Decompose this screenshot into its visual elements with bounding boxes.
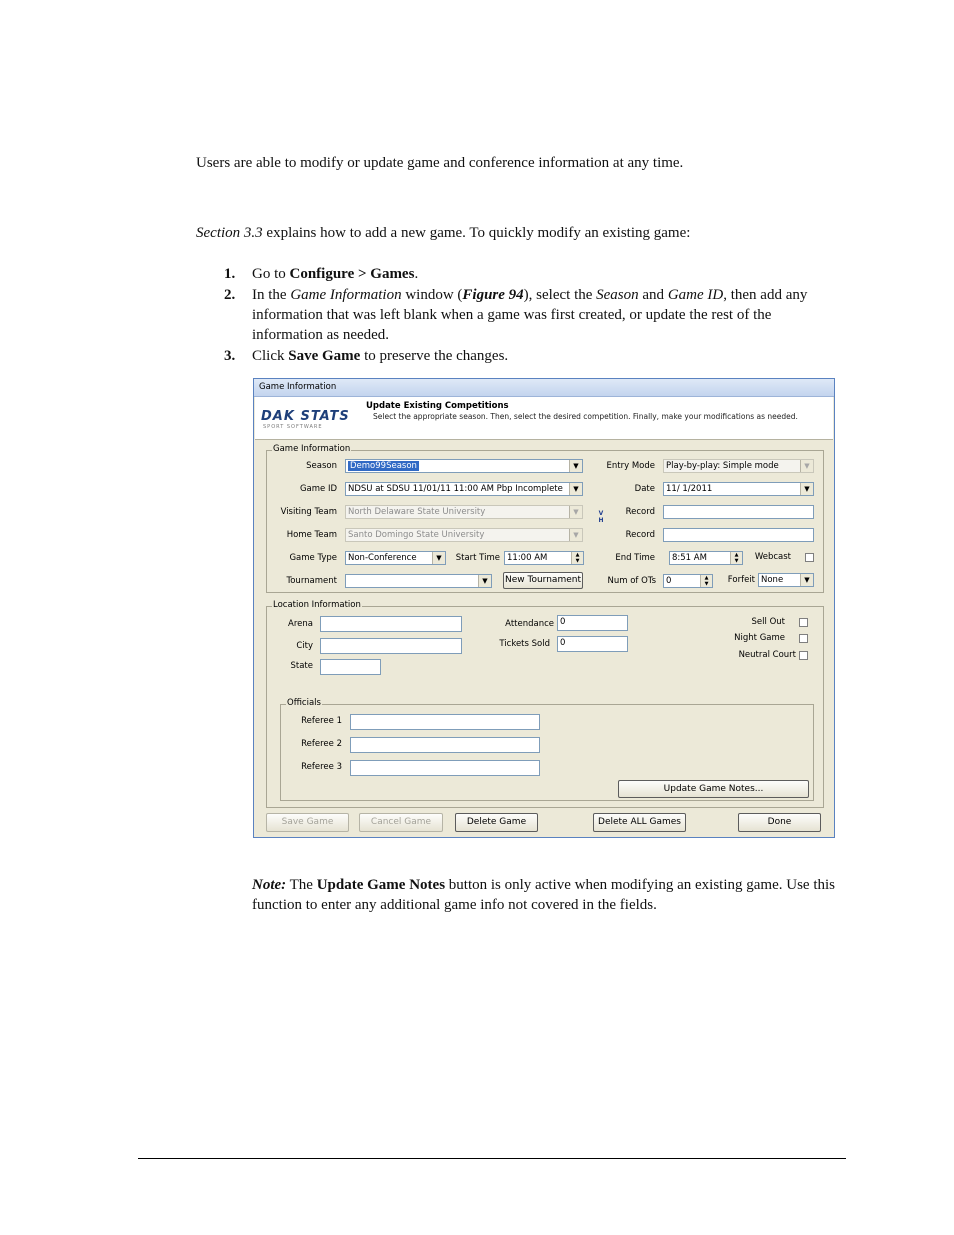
arena-label: Arena — [288, 619, 313, 629]
home-record-label: Record — [625, 530, 655, 540]
tournament-label: Tournament — [286, 576, 337, 586]
spin-arrows-icon[interactable]: ▲ ▼ — [730, 552, 742, 564]
step-text: Go to — [252, 266, 290, 282]
button-name: Update Game Notes — [316, 877, 446, 893]
step-1 — [224, 264, 844, 284]
tickets-sold-label: Tickets Sold — [499, 639, 550, 649]
end-time-spinner[interactable] — [669, 551, 743, 565]
tickets-sold-input[interactable] — [557, 636, 628, 652]
steps-list — [224, 264, 844, 367]
season-select[interactable] — [345, 459, 583, 473]
visiting-team-value: North Delaware State University — [348, 507, 486, 517]
referee-3-label: Referee 3 — [301, 762, 342, 772]
city-input[interactable] — [320, 638, 462, 654]
webcast-label: Webcast — [754, 552, 791, 562]
banner-subtitle: Select the appropriate season. Then, select the desired competition. Finally, make your modifications as needed. — [373, 412, 798, 421]
game-type-label: Game Type — [289, 553, 337, 563]
section-paragraph — [196, 223, 690, 243]
start-time-label: Start Time — [455, 553, 500, 563]
step-text: and — [638, 287, 668, 303]
step-number: 2. — [224, 287, 236, 303]
game-information-dialog — [253, 378, 835, 838]
section-text: explains how to add a new game. To quickly modify an existing game: — [262, 225, 691, 241]
new-tournament-button[interactable]: New Tournament — [503, 572, 583, 589]
note-label: Note: — [252, 877, 287, 893]
entry-mode-select[interactable] — [663, 459, 814, 473]
delete-all-games-button[interactable]: Delete ALL Games — [593, 813, 686, 832]
spin-arrows-icon[interactable]: ▲ ▼ — [700, 575, 712, 587]
done-button[interactable]: Done — [738, 813, 821, 832]
entry-mode-value: Play-by-play: Simple mode — [666, 461, 779, 471]
entry-mode-label: Entry Mode — [606, 461, 655, 471]
referee-1-input[interactable] — [350, 714, 540, 730]
gameid-label: Game ID — [299, 484, 337, 494]
game-type-select[interactable] — [345, 551, 446, 565]
step-text: to preserve the changes. — [360, 348, 509, 364]
button-name: Save Game — [288, 348, 361, 364]
attendance-label: Attendance — [505, 619, 554, 629]
referee-1-label: Referee 1 — [301, 716, 342, 726]
forfeit-select[interactable] — [758, 573, 814, 587]
home-team-value: Santo Domingo State University — [348, 530, 485, 540]
chevron-down-icon: ▼ — [569, 506, 582, 518]
cancel-game-button[interactable]: Cancel Game — [359, 813, 443, 832]
note-text: The — [286, 877, 317, 893]
note-text: button is only active when modifying an existing game. Use this function to enter any additional game info not covered in the fields. — [252, 877, 835, 913]
footer-rule — [138, 1158, 846, 1159]
referee-2-label: Referee 2 — [301, 739, 342, 749]
section-reference: Section 3.3 — [196, 225, 263, 241]
start-time-value: 11:00 AM — [507, 553, 548, 563]
group-legend: Game Information — [273, 444, 351, 454]
forfeit-label: Forfeit — [727, 575, 755, 585]
visiting-record-label: Record — [625, 507, 655, 517]
officials-group — [280, 698, 814, 801]
chevron-down-icon: ▼ — [800, 460, 813, 472]
date-label: Date — [634, 484, 655, 494]
num-ots-spinner[interactable] — [663, 574, 713, 588]
home-record-input[interactable] — [663, 528, 814, 542]
step-text: ), select the — [523, 287, 597, 303]
update-game-notes-button[interactable]: Update Game Notes... — [618, 780, 809, 798]
game-information-group — [266, 444, 824, 593]
forfeit-value: None — [761, 575, 784, 585]
step-2 — [224, 285, 844, 345]
field-name: Game ID — [667, 287, 724, 303]
city-label: City — [296, 641, 313, 651]
num-ots-value: 0 — [666, 576, 672, 586]
webcast-checkbox[interactable] — [805, 553, 814, 562]
chevron-down-icon[interactable]: ▼ — [800, 574, 813, 586]
intro-paragraph: Users are able to modify or update game and conference information at any time. — [196, 155, 684, 171]
gameid-value: NDSU at SDSU 11/01/11 11:00 AM Pbp Incomplete — [348, 484, 563, 494]
swap-letters: V H — [598, 510, 604, 524]
referee-2-input[interactable] — [350, 737, 540, 753]
note-paragraph — [252, 875, 842, 915]
game-type-value: Non-Conference — [348, 553, 417, 563]
visiting-team-select[interactable] — [345, 505, 583, 519]
arena-input[interactable] — [320, 616, 462, 632]
visiting-record-input[interactable] — [663, 505, 814, 519]
season-label: Season — [306, 461, 337, 471]
end-time-value: 8:51 AM — [672, 553, 707, 563]
night-game-checkbox[interactable] — [799, 634, 808, 643]
neutral-court-label: Neutral Court — [738, 650, 796, 660]
home-team-label: Home Team — [286, 530, 337, 540]
chevron-down-icon[interactable]: ▼ — [800, 483, 813, 495]
start-time-spinner[interactable] — [504, 551, 584, 565]
chevron-down-icon[interactable]: ▼ — [569, 460, 582, 472]
chevron-down-icon: ▼ — [569, 529, 582, 541]
figure-reference: Figure 94 — [462, 287, 524, 303]
logo-text: DAK STATS — [261, 409, 350, 424]
season-value: Demo99Season — [350, 461, 417, 471]
step-text: , then add any information that was left blank when a game was first created, or update the rest of the information as needed. — [252, 287, 808, 343]
save-game-button[interactable]: Save Game — [266, 813, 349, 832]
step-text: In the — [252, 287, 291, 303]
group-legend: Officials — [287, 698, 321, 708]
date-picker[interactable] — [663, 482, 814, 496]
field-name: Season — [596, 287, 639, 303]
spin-arrows-icon[interactable]: ▲ ▼ — [571, 552, 583, 564]
window-name: Game Information — [290, 287, 402, 303]
dialog-banner — [255, 397, 833, 440]
tickets-sold-value: 0 — [560, 638, 566, 648]
menu-path: Configure > Games — [289, 266, 415, 282]
step-number: 1. — [224, 266, 236, 282]
attendance-value: 0 — [560, 617, 566, 627]
home-team-select[interactable] — [345, 528, 583, 542]
step-3 — [224, 346, 844, 366]
location-information-group — [266, 600, 824, 808]
banner-title: Update Existing Competitions — [366, 401, 509, 411]
delete-game-button[interactable]: Delete Game — [455, 813, 538, 832]
chevron-down-icon[interactable]: ▼ — [478, 575, 491, 587]
tournament-select[interactable] — [345, 574, 492, 588]
sell-out-checkbox[interactable] — [799, 618, 808, 627]
num-ots-label: Num of OTs — [607, 576, 656, 586]
step-text: . — [414, 266, 419, 282]
referee-3-input[interactable] — [350, 760, 540, 776]
gameid-select[interactable] — [345, 482, 583, 496]
chevron-down-icon[interactable]: ▼ — [569, 483, 582, 495]
state-label: State — [290, 661, 313, 671]
step-number: 3. — [224, 348, 236, 364]
step-text: Click — [252, 348, 289, 364]
neutral-court-checkbox[interactable] — [799, 651, 808, 660]
attendance-input[interactable] — [557, 615, 628, 631]
chevron-down-icon[interactable]: ▼ — [432, 552, 445, 564]
logo-subtext: SPORT SOFTWARE — [263, 424, 323, 430]
dakstats-logo — [261, 409, 353, 429]
sell-out-label: Sell Out — [751, 617, 785, 627]
group-legend: Location Information — [273, 600, 361, 610]
dialog-title: Game Information — [254, 379, 834, 397]
visiting-team-label: Visiting Team — [280, 507, 337, 517]
night-game-label: Night Game — [734, 633, 785, 643]
date-value: 11/ 1/2011 — [666, 484, 713, 494]
step-text: window ( — [401, 287, 463, 303]
state-input[interactable] — [320, 659, 381, 675]
end-time-label: End Time — [615, 553, 655, 563]
